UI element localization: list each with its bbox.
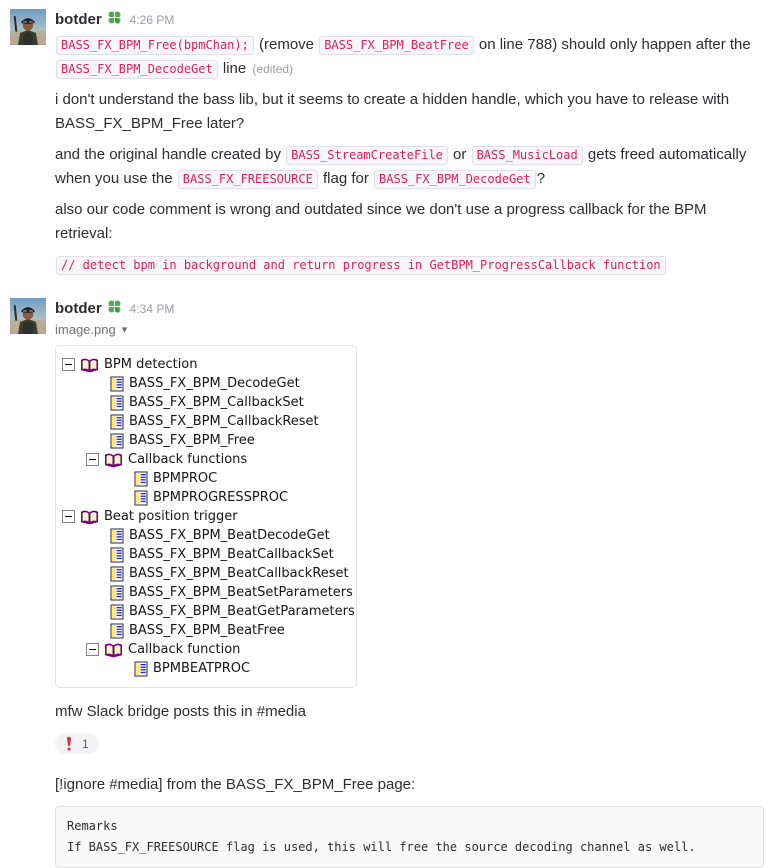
book-icon — [104, 642, 123, 658]
book-icon — [104, 452, 123, 468]
tree-label: BASS_FX_BPM_CallbackReset — [129, 414, 319, 429]
avatar[interactable] — [10, 9, 46, 45]
tree-row — [62, 602, 355, 621]
tree-label: BASS_FX_BPM_BeatSetParameters — [129, 585, 353, 600]
page-icon — [110, 547, 124, 563]
tree-label: BASS_FX_BPM_BeatCallbackSet — [129, 547, 334, 562]
attachment-filename-row[interactable] — [55, 320, 766, 338]
message — [0, 289, 780, 868]
tree-row — [62, 488, 350, 507]
tree-label: BASS_FX_BPM_Free — [129, 433, 255, 448]
message-body — [55, 33, 766, 277]
message-header — [55, 298, 766, 317]
tree-label: BPMPROC — [153, 471, 218, 486]
reaction-count: 1 — [82, 736, 89, 751]
tree-label: Beat position trigger — [104, 509, 238, 524]
message-paragraph — [55, 253, 766, 277]
clover-badge-icon — [107, 299, 122, 319]
text-run: on line 788) should only happen after the — [474, 36, 751, 53]
text-run: or — [448, 146, 471, 163]
page-icon — [110, 585, 124, 601]
avatar-image — [10, 298, 46, 334]
inline-code: BASS_MusicLoad — [472, 146, 583, 165]
tree-row — [62, 412, 350, 431]
message-timestamp[interactable]: 4:26 PM — [129, 13, 175, 27]
message-timestamp[interactable]: 4:34 PM — [129, 302, 175, 316]
page-icon — [110, 566, 124, 582]
page-icon — [110, 376, 124, 392]
code-block-text: Remarks If BASS_FX_FREESOURCE flag is used, this will free the source decoding channel as well. — [67, 819, 696, 854]
tree-label: BASS_FX_BPM_DecodeGet — [129, 376, 300, 391]
tree-collapse-toggle — [86, 643, 99, 656]
message-paragraph — [55, 88, 766, 136]
avatar-image — [10, 9, 46, 45]
tree-row — [62, 431, 350, 450]
tree-label: Callback function — [128, 642, 241, 657]
tree-row — [62, 659, 350, 678]
tree-row — [62, 393, 350, 412]
clover-badge-icon — [107, 10, 122, 30]
book-icon — [80, 509, 99, 525]
inline-code: BASS_StreamCreateFile — [286, 146, 448, 165]
page-icon — [110, 395, 124, 411]
tree-label: BASS_FX_BPM_BeatFree — [129, 623, 285, 638]
edited-label: (edited) — [252, 62, 294, 76]
tree-label: BPM detection — [104, 357, 198, 372]
text-run: ? — [536, 170, 546, 187]
tree-label: BASS_FX_BPM_CallbackSet — [129, 395, 304, 410]
tree-row — [62, 355, 350, 374]
tree-row — [62, 450, 350, 469]
inline-code: BASS_FX_BPM_DecodeGet — [56, 60, 218, 79]
tree-label: BASS_FX_BPM_BeatCallbackReset — [129, 566, 349, 581]
chevron-down-icon[interactable]: ▾ — [121, 323, 128, 336]
message-paragraph — [55, 33, 766, 81]
author-name[interactable]: botder — [55, 11, 102, 28]
message-caption: mfw Slack bridge posts this in #media — [55, 703, 306, 720]
message-paragraph — [55, 143, 766, 191]
inline-code: BASS_FX_BPM_DecodeGet — [374, 170, 536, 189]
tree-label: BPMBEATPROC — [153, 661, 251, 676]
text-run: i don't understand the bass lib, but it seems to create a hidden handle, which you have to release with BASS_FX_BPM_Free later? — [55, 91, 730, 132]
tree-row — [62, 374, 350, 393]
page-icon — [110, 414, 124, 430]
page-icon — [110, 623, 124, 639]
message-paragraph — [55, 198, 766, 246]
tree-label: Callback functions — [128, 452, 248, 467]
page-icon — [134, 471, 148, 487]
avatar[interactable] — [10, 298, 46, 334]
tree-row — [62, 507, 350, 526]
tree-row — [62, 545, 350, 564]
text-run: gets freed automatically when you use the — [55, 146, 747, 187]
message — [0, 0, 780, 277]
tree-label: BASS_FX_BPM_BeatDecodeGet — [129, 528, 330, 543]
tree-row — [62, 564, 350, 583]
tree-row — [62, 583, 353, 602]
page-icon — [134, 661, 148, 677]
inline-code: BASS_FX_FREESOURCE — [178, 170, 318, 189]
reaction-exclamation[interactable] — [55, 733, 99, 754]
tree-collapse-toggle — [62, 358, 75, 371]
code-block — [55, 806, 764, 868]
attachment-filename: image.png — [55, 321, 116, 337]
inline-code: BASS_FX_BPM_BeatFree — [319, 36, 474, 55]
text-run: flag for — [318, 170, 374, 187]
message-header — [55, 9, 766, 28]
page-icon — [134, 490, 148, 506]
text-run: (remove — [254, 36, 319, 53]
inline-code: BASS_FX_BPM_Free(bpmChan); — [56, 36, 254, 55]
reactions-row — [55, 733, 766, 756]
tree-collapse-toggle — [62, 510, 75, 523]
tree-label: BPMPROGRESSPROC — [153, 490, 289, 505]
heavy-exclamation-mark-icon — [63, 736, 75, 751]
book-icon — [80, 357, 99, 373]
followup-text: [!ignore #media] from the BASS_FX_BPM_Free page: — [55, 776, 416, 793]
author-name[interactable]: botder — [55, 300, 102, 317]
page-icon — [110, 604, 124, 620]
tree-label: BASS_FX_BPM_BeatGetParameters — [129, 604, 355, 619]
tree-row — [62, 621, 350, 640]
tree-row — [62, 526, 350, 545]
inline-code: // detect bpm in background and return progress in GetBPM_ProgressCallback function — [56, 256, 666, 275]
attached-image-treeview[interactable] — [55, 345, 357, 688]
text-run: and the original handle created by — [55, 146, 286, 163]
tree-row — [62, 469, 350, 488]
page-icon — [110, 528, 124, 544]
tree-collapse-toggle — [86, 453, 99, 466]
text-run: also our code comment is wrong and outdated since we don't use a progress callback for the BPM retrieval: — [55, 201, 707, 242]
page-icon — [110, 433, 124, 449]
text-run: line — [218, 60, 251, 77]
tree-row — [62, 640, 350, 659]
